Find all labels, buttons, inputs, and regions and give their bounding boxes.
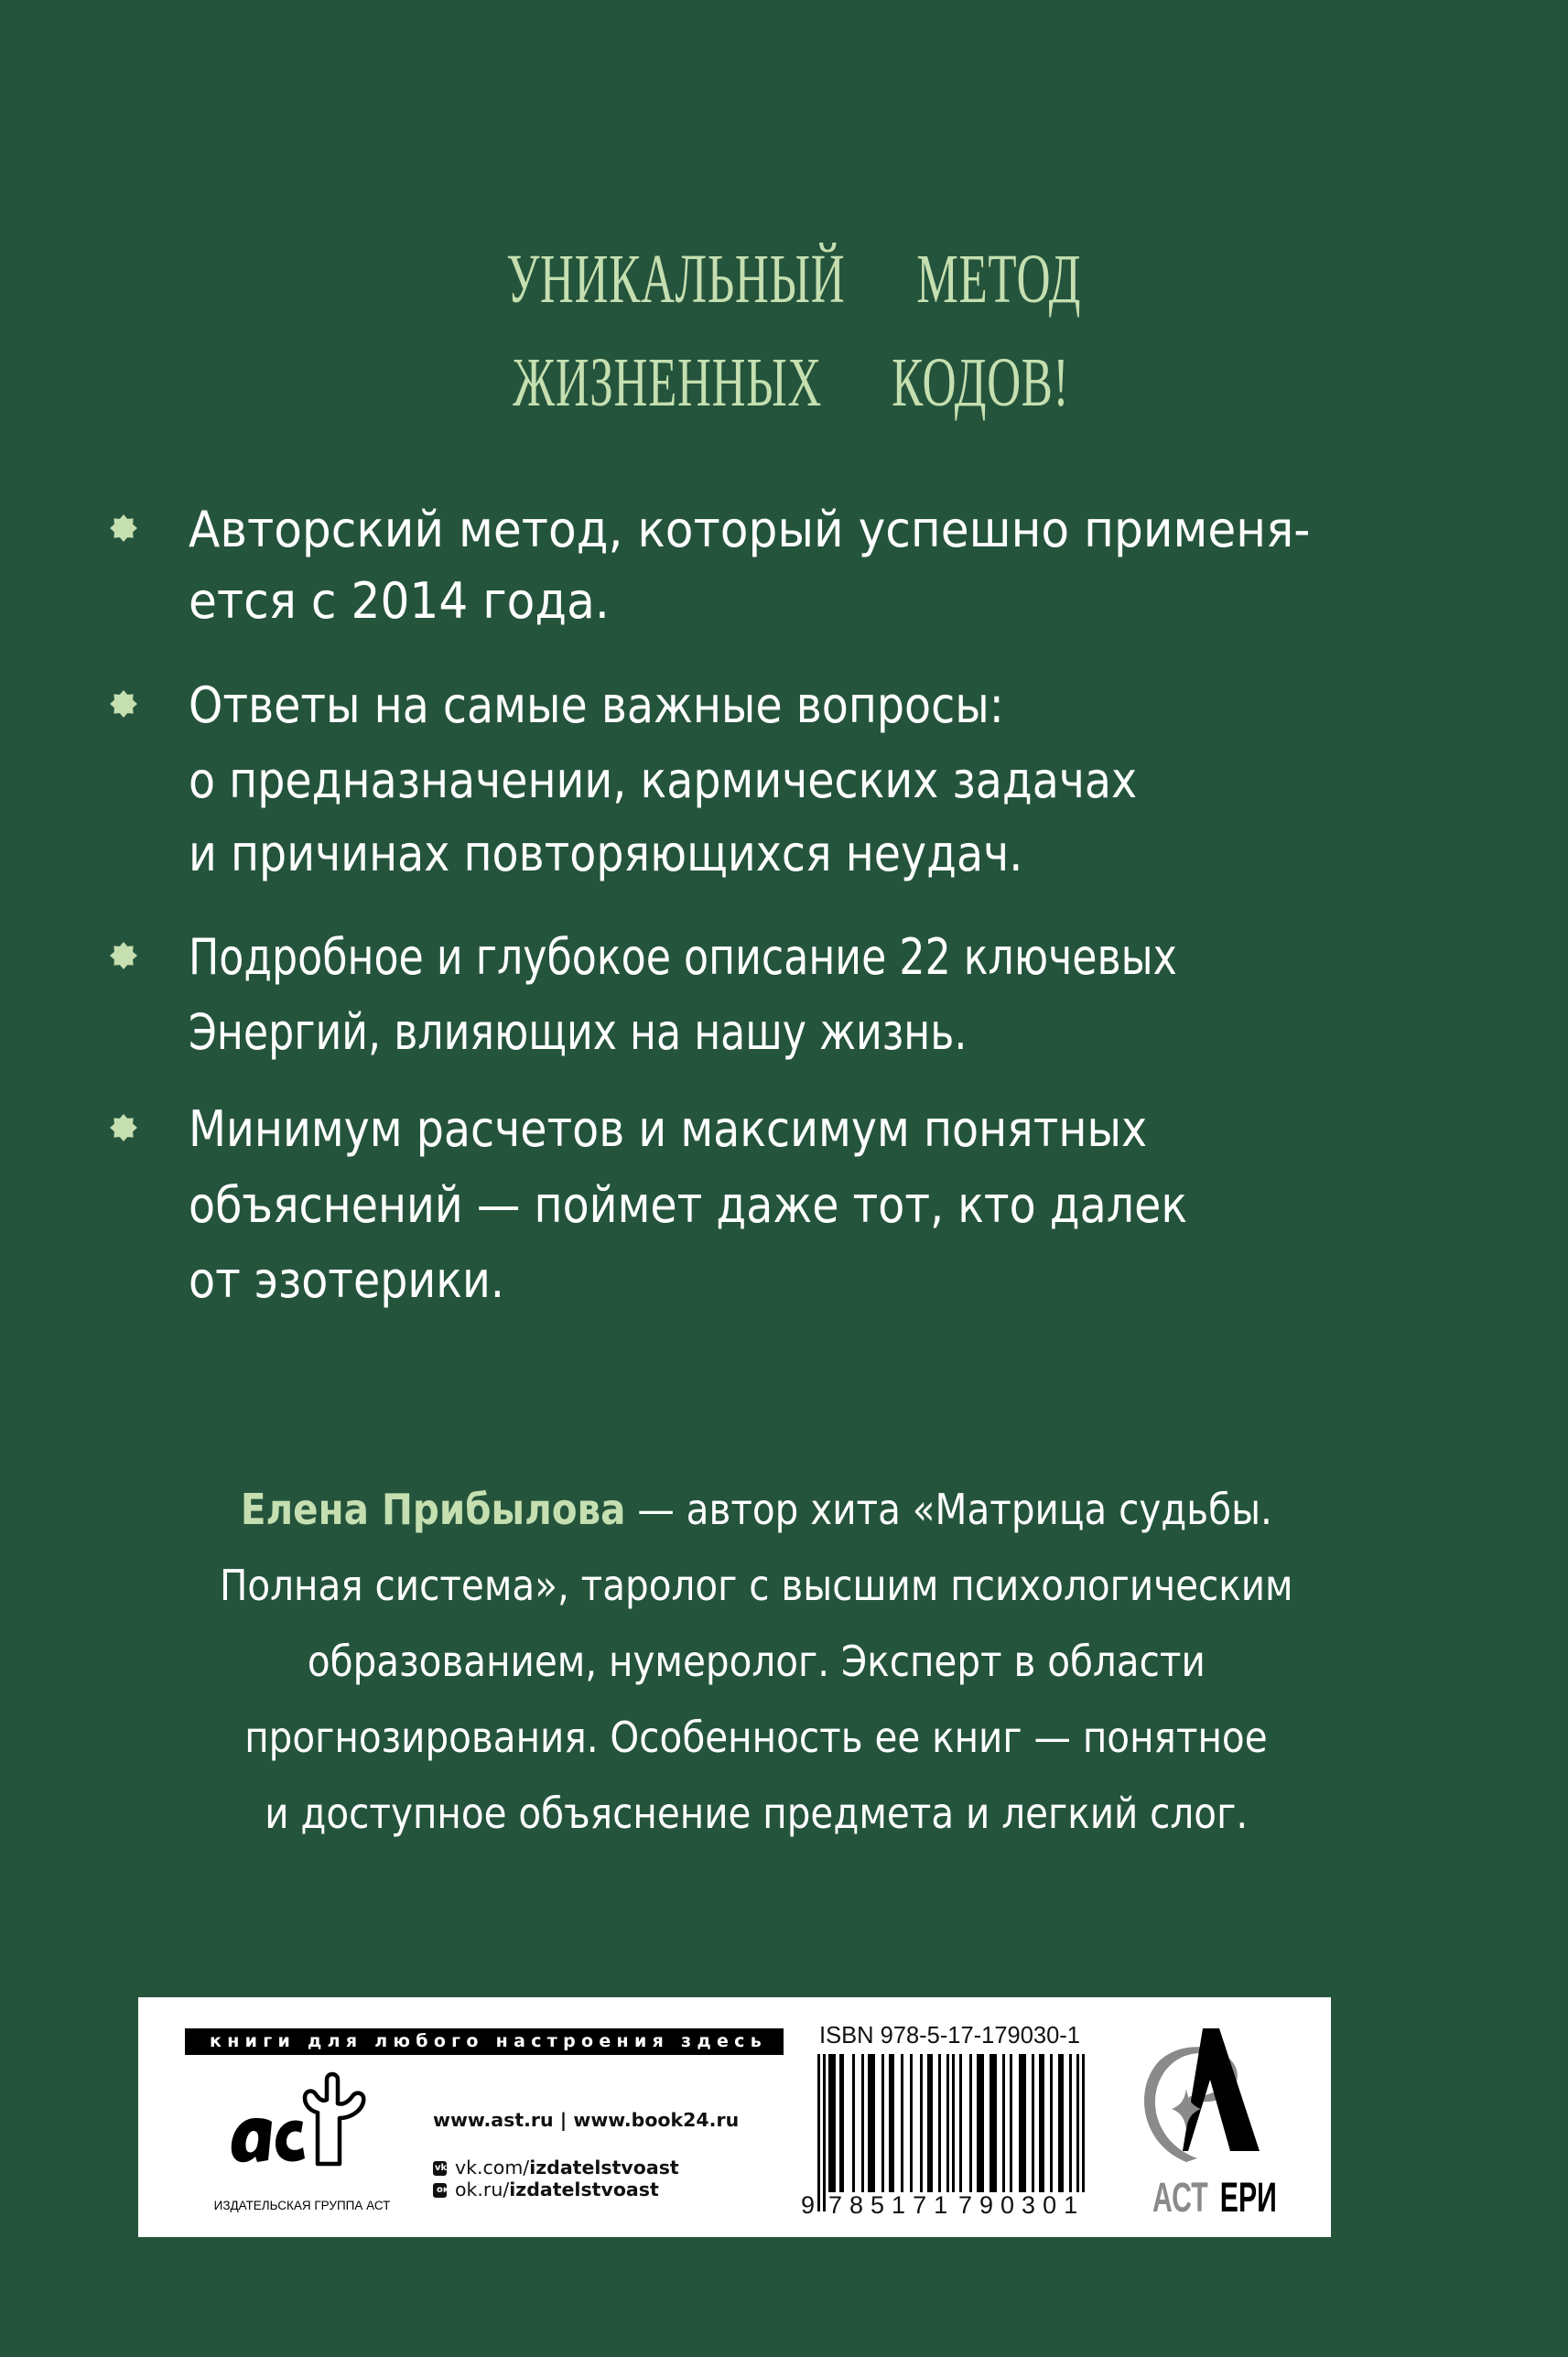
asteri-imprint-logo-icon	[1131, 2025, 1278, 2162]
bullet-3-line-2: Энергий, влияющих на нашу жизнь.	[189, 1003, 968, 1061]
barcode-right-group: 790301	[958, 2191, 1086, 2219]
slogan-banner: книги для любого настроения здесь	[185, 2028, 784, 2055]
eight-point-star-icon	[110, 514, 137, 542]
bullet-4-line-1: Минимум расчетов и максимум понятных	[189, 1100, 1148, 1158]
ok-link[interactable]	[433, 2179, 659, 2200]
ok-icon: ок	[433, 2183, 447, 2198]
ast-publisher-logo-icon	[228, 2070, 374, 2173]
publisher-panel	[138, 1997, 1331, 2237]
eight-point-star-icon	[110, 942, 137, 969]
eight-point-star-icon	[110, 690, 137, 718]
author-line-5	[0, 1789, 1512, 1838]
title-line-2	[0, 344, 1568, 421]
bullet-2-line-2: о предназначении, кармических задачах	[189, 751, 1138, 809]
author-text: прогнозирования. Особенность ее книг — понятное	[244, 1713, 1268, 1762]
eight-point-star-icon	[110, 1114, 137, 1141]
author-text: Полная система», таролог с высшим психологическим	[219, 1561, 1293, 1610]
imprint-name	[1152, 2174, 1320, 2221]
ok-prefix: ok.ru/	[455, 2179, 510, 2200]
imprint-name-gray: АСТ	[1152, 2174, 1208, 2221]
bullet-2-line-3: и причинах повторяющихся неудач.	[189, 825, 1023, 882]
imprint-name-black: ЕРИ	[1220, 2174, 1278, 2221]
bullet-3-line-1: Подробное и глубокое описание 22 ключевых	[189, 928, 1177, 986]
ok-handle: izdatelstvoast	[509, 2179, 659, 2200]
author-line-3	[0, 1637, 1512, 1686]
author-line-2	[0, 1561, 1512, 1610]
title-word: КОДОВ!	[892, 344, 1070, 421]
author-line-4	[0, 1713, 1512, 1762]
author-name: Елена Прибылова	[240, 1485, 626, 1534]
barcode-left-group: 785171	[828, 2191, 956, 2219]
title-line-1	[0, 241, 1568, 318]
website-links[interactable]: www.ast.ru | www.book24.ru	[433, 2109, 740, 2131]
bullet-1-line-2: ется с 2014 года.	[189, 572, 610, 630]
vk-prefix: vk.com/	[455, 2157, 530, 2179]
title-word: УНИКАЛЬНЫЙ	[505, 241, 845, 318]
vk-handle: izdatelstvoast	[529, 2157, 679, 2179]
barcode-icon	[816, 2054, 1087, 2211]
bullet-4-line-2: объяснений — поймет даже тот, кто далек	[189, 1176, 1188, 1234]
author-text: — автор хита «Матрица судьбы.	[625, 1485, 1272, 1534]
vk-icon: vk	[433, 2161, 447, 2176]
title-word: ЖИЗНЕННЫХ	[513, 344, 823, 421]
barcode-first-digit: 9	[801, 2191, 823, 2219]
author-text: образованием, нумеролог. Эксперт в области	[307, 1637, 1206, 1686]
bullet-1-line-1: Авторский метод, который успешно применя-	[189, 501, 1311, 558]
bullet-2-line-1: Ответы на самые важные вопросы:	[189, 676, 1004, 734]
isbn-label: ISBN 978-5-17-179030-1	[819, 2023, 1080, 2049]
author-line-1	[0, 1485, 1512, 1534]
publisher-caption: ИЗДАТЕЛЬСКАЯ ГРУППА АСТ	[213, 2199, 391, 2212]
bullet-4-line-3: от эзотерики.	[189, 1251, 504, 1309]
author-text: и доступное объяснение предмета и легкий слог.	[265, 1789, 1248, 1838]
vk-link[interactable]	[433, 2157, 679, 2179]
title-word: МЕТОД	[916, 241, 1082, 318]
